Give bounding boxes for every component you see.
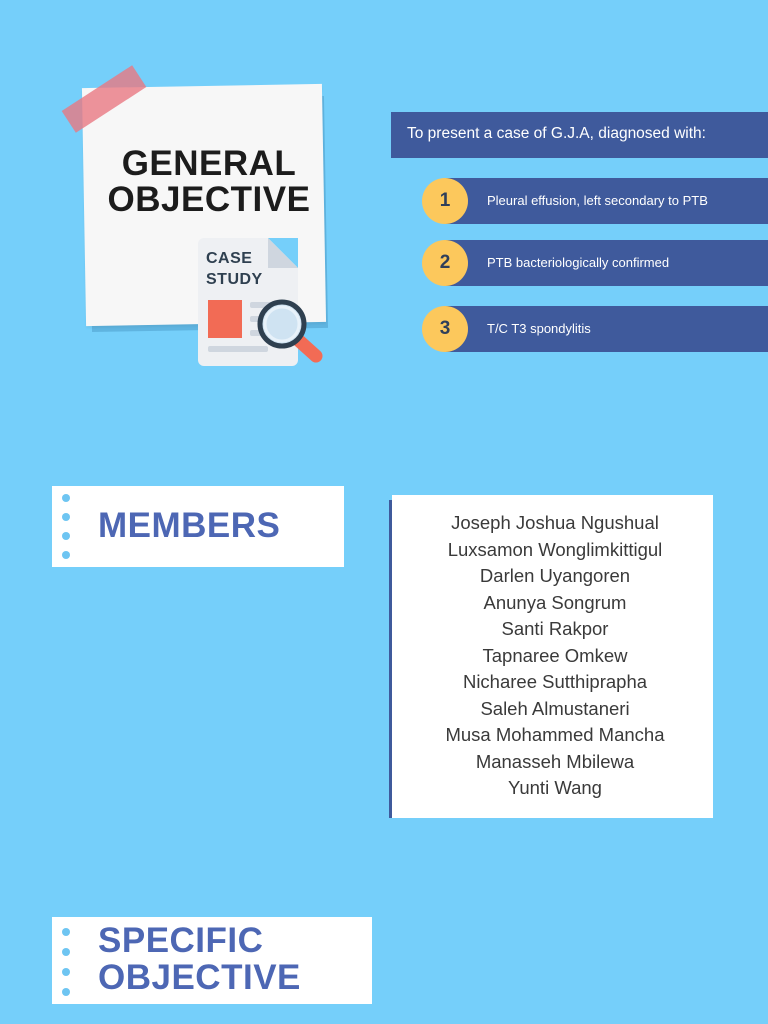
magnifier-icon xyxy=(252,294,332,374)
objective-item-number: 2 xyxy=(422,240,468,286)
document-image-block xyxy=(208,300,242,338)
bullet-dot xyxy=(62,513,70,521)
member-name: Luxsamon Wonglimkittigul xyxy=(447,538,663,560)
objective-item-text: T/C T3 spondylitis xyxy=(487,321,591,336)
objective-item-number: 1 xyxy=(422,178,468,224)
general-objective-title xyxy=(84,146,334,218)
bullet-dot xyxy=(62,948,70,956)
specific-objective-title xyxy=(98,922,301,996)
case-study-label xyxy=(206,248,263,290)
member-name: Musa Mohammed Mancha xyxy=(445,724,665,745)
bullet-dot xyxy=(62,551,70,559)
member-name: Santi Rakpor xyxy=(501,618,609,639)
bullet-dot xyxy=(62,968,70,976)
member-name: Yunti Wang xyxy=(508,777,602,798)
bullet-dot xyxy=(62,494,70,502)
document-fold-inner xyxy=(268,238,298,268)
general-objective-title-line2: OBJECTIVE xyxy=(107,180,311,219)
case-study-label-line1: CASE xyxy=(206,250,253,267)
member-name: Nicharee Sutthiprapha xyxy=(462,671,648,692)
member-name: Tapnaree Omkew xyxy=(482,644,628,666)
member-name: Darlen Uyangoren xyxy=(479,565,631,586)
case-study-label-line2: STUDY xyxy=(206,271,263,288)
objective-heading: To present a case of G.J.A, diagnosed with: xyxy=(407,125,706,142)
bullet-dot xyxy=(62,532,70,540)
objective-item-text: PTB bacteriologically confirmed xyxy=(487,255,670,270)
general-objective-title-line1: GENERAL xyxy=(121,144,297,183)
members-title: MEMBERS xyxy=(98,506,281,545)
member-name: Anunya Songrum xyxy=(483,591,627,613)
member-name: Saleh Almustaneri xyxy=(480,697,630,719)
objective-item-number: 3 xyxy=(422,306,468,352)
specific-objective-title-line1: SPECIFIC xyxy=(98,921,264,960)
member-name: Manasseh Mbilewa xyxy=(475,750,635,772)
members-list xyxy=(392,510,718,802)
specific-objective-title-line2: OBJECTIVE xyxy=(98,958,301,997)
bullet-dot xyxy=(62,988,70,996)
bullet-dot xyxy=(62,928,70,936)
objective-item-text: Pleural effusion, left secondary to PTB xyxy=(487,193,708,208)
member-name: Joseph Joshua Ngushual xyxy=(451,512,659,533)
